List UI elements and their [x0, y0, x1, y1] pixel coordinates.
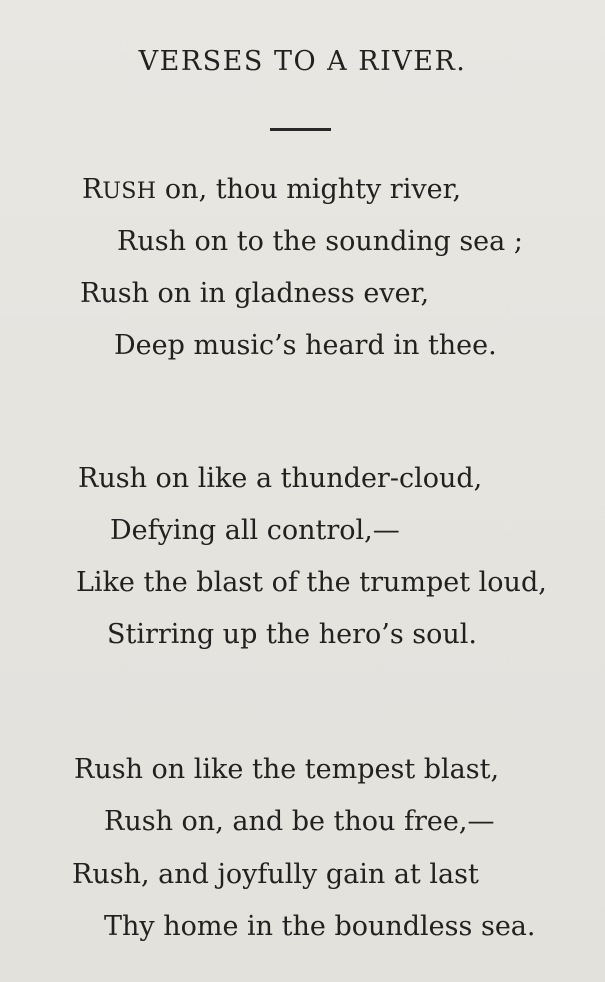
poem-line: Defying all control,— — [110, 515, 400, 546]
poem-line: Like the blast of the trumpet loud, — [76, 567, 547, 598]
drop-initial: R — [82, 174, 103, 205]
small-caps-word: USH — [102, 178, 157, 204]
poem-line: Thy home in the boundless sea. — [104, 911, 536, 942]
poem-line — [82, 176, 461, 203]
poem-title: VERSES TO A RIVER. — [138, 46, 467, 77]
poem-line: Rush on like a thunder-cloud, — [78, 463, 483, 494]
line-text: on, thou mighty river, — [156, 174, 462, 205]
poem-line: Rush on like the tempest blast, — [74, 754, 500, 785]
title-rule — [270, 128, 331, 131]
poem-line: Rush, and joyfully gain at last — [72, 859, 479, 890]
poem-line: Rush on, and be thou free,— — [104, 806, 495, 837]
poem-line: Rush on in gladness ever, — [80, 278, 430, 309]
poem-line: Rush on to the sounding sea ; — [117, 226, 523, 257]
poem-line: Deep music’s heard in thee. — [114, 330, 497, 361]
poem-line: Stirring up the hero’s soul. — [107, 619, 478, 650]
